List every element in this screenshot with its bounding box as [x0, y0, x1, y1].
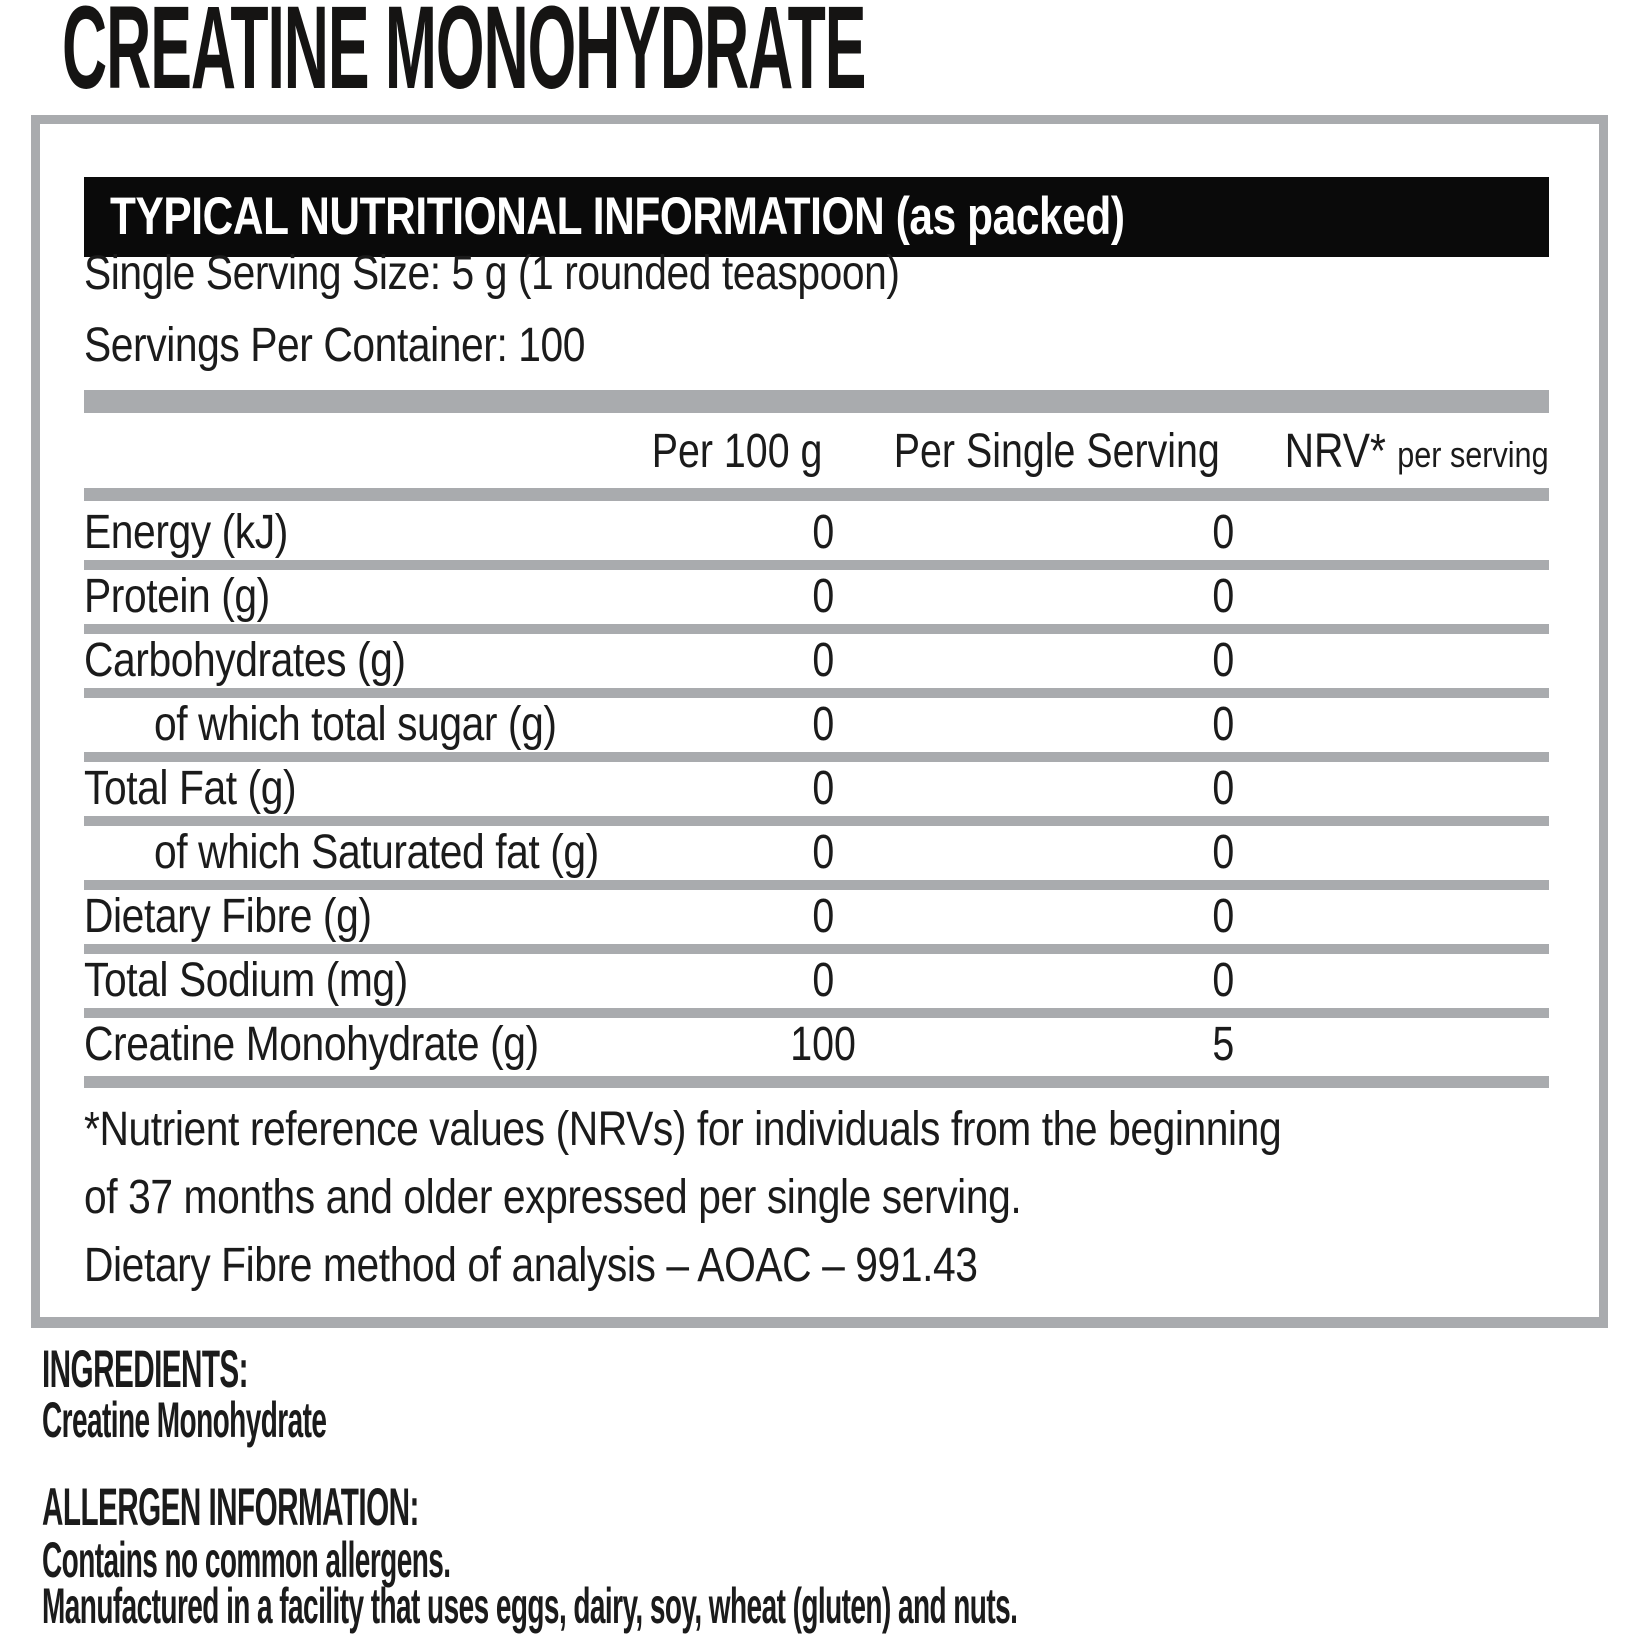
divider-thick-top — [84, 390, 1549, 413]
servings-per-container-text: Servings Per Container: 100 — [84, 319, 586, 372]
row-value-per-serving: 0 — [1212, 634, 1234, 687]
table-row-creatine-monohydrate — [84, 1013, 1549, 1077]
row-value-per-100g: 0 — [812, 506, 834, 559]
nrv-main: NRV* — [1284, 425, 1387, 478]
row-value-per-100g: 0 — [812, 698, 834, 751]
table-row-saturated-fat — [84, 821, 1549, 885]
row-value-per-100g: 0 — [812, 954, 834, 1007]
row-label: Protein (g) — [84, 570, 270, 623]
table-row-total-sugar — [84, 693, 1549, 757]
row-value-per-serving: 0 — [1212, 826, 1234, 879]
row-label: of which total sugar (g) — [154, 698, 557, 751]
allergen-line-2: Manufactured in a facility that uses eggs, dairy, soy, wheat (gluten) and nuts. — [42, 1578, 1018, 1634]
row-value-per-serving: 0 — [1212, 762, 1234, 815]
row-label: Energy (kJ) — [84, 506, 288, 559]
row-value-per-100g: 0 — [812, 826, 834, 879]
serving-size-text: Single Serving Size: 5 g (1 rounded teaspoon) — [84, 247, 900, 300]
page-title — [62, 0, 1578, 114]
table-row-energy — [84, 501, 1549, 565]
allergen-line-1: Contains no common allergens. — [42, 1532, 451, 1588]
column-header-per-100g-text: Per 100 g — [651, 425, 823, 478]
column-header-per-serving — [807, 420, 1307, 484]
ingredients-value: Creatine Monohydrate — [42, 1392, 327, 1448]
nrv-sub: per serving — [1397, 434, 1549, 475]
row-value-per-serving: 0 — [1212, 890, 1234, 943]
table-row-total-sodium — [84, 949, 1549, 1013]
row-value-per-100g: 0 — [812, 762, 834, 815]
column-header-nrv — [1238, 420, 1549, 484]
footnote-line: Dietary Fibre method of analysis – AOAC – 991.43 — [84, 1239, 978, 1292]
row-value-per-serving: 0 — [1212, 506, 1234, 559]
servings-per-container-line — [84, 316, 674, 376]
product-title-text: CREATINE MONOHYDRATE — [62, 0, 866, 114]
row-value-per-100g: 0 — [812, 890, 834, 943]
row-label: of which Saturated fat (g) — [154, 826, 599, 879]
column-header-nrv-text — [1285, 420, 1549, 487]
panel-header-text: TYPICAL NUTRITIONAL INFORMATION (as packed) — [110, 187, 1125, 246]
row-value-per-serving: 0 — [1212, 954, 1234, 1007]
footnote-line: of 37 months and older expressed per single serving. — [84, 1171, 1022, 1224]
nutrition-panel — [31, 115, 1608, 1328]
row-value-per-serving: 5 — [1212, 1018, 1234, 1071]
row-label: Total Fat (g) — [84, 762, 297, 815]
row-label: Carbohydrates (g) — [84, 634, 406, 687]
row-value-per-100g: 0 — [812, 634, 834, 687]
row-value-per-serving: 0 — [1212, 570, 1234, 623]
row-label: Total Sodium (mg) — [84, 954, 408, 1007]
allergen-heading: ALLERGEN INFORMATION: — [42, 1478, 419, 1537]
nrv-footnote — [84, 1096, 1564, 1300]
divider-thick-bottom — [84, 1076, 1549, 1088]
row-value-per-serving: 0 — [1212, 698, 1234, 751]
table-row-dietary-fibre — [84, 885, 1549, 949]
row-label: Dietary Fibre (g) — [84, 890, 372, 943]
divider-below-headers — [84, 488, 1549, 501]
row-label: Creatine Monohydrate (g) — [84, 1018, 539, 1071]
table-column-headers — [84, 420, 1549, 484]
column-header-per-serving-text: Per Single Serving — [893, 425, 1220, 478]
footnote-line: *Nutrient reference values (NRVs) for individuals from the beginning — [84, 1103, 1282, 1156]
table-row-total-fat — [84, 757, 1549, 821]
table-row-carbohydrates — [84, 629, 1549, 693]
serving-size-line — [84, 244, 1043, 304]
row-value-per-100g: 0 — [812, 570, 834, 623]
ingredients-heading: INGREDIENTS: — [42, 1340, 249, 1399]
row-value-per-100g: 100 — [790, 1018, 856, 1071]
table-row-protein — [84, 565, 1549, 629]
